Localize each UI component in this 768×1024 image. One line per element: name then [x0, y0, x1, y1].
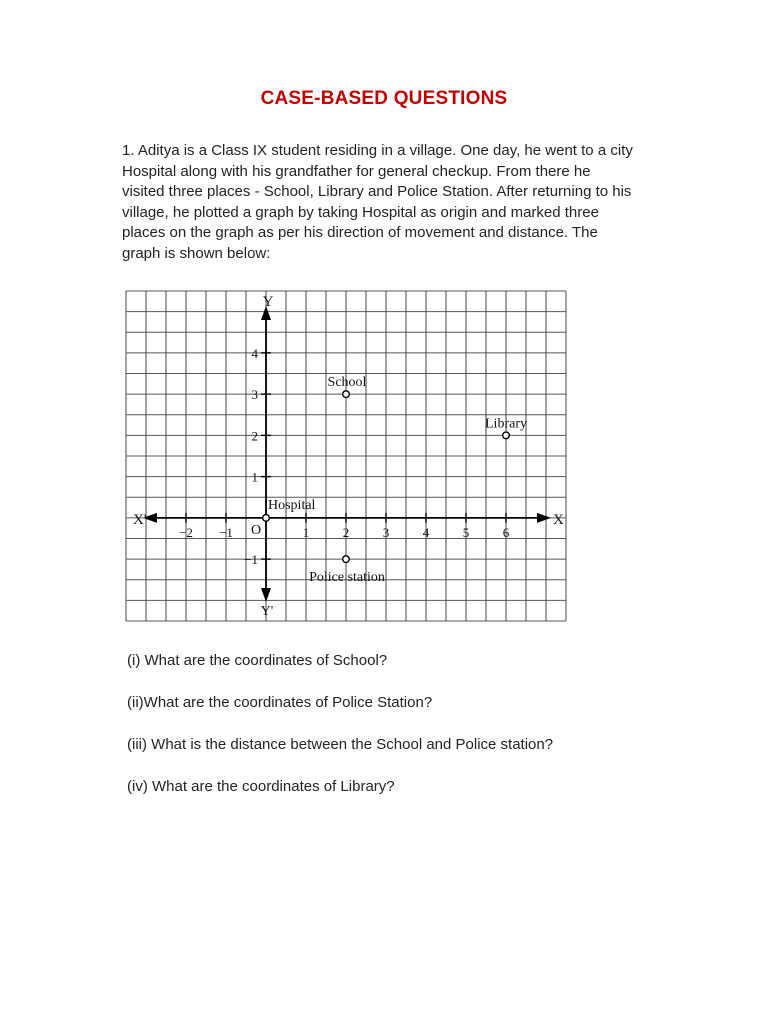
point-label: School: [327, 375, 367, 391]
x-tick-label: 5: [462, 524, 470, 540]
x-tick-label: −1: [219, 524, 233, 540]
paragraph-line: visited three places - School, Library and Police Station. After returning to his: [122, 183, 632, 200]
y-tick-label: 2: [251, 428, 258, 444]
paragraph-line: 1. Aditya is a Class IX student residing in a village. One day, he went to a city: [122, 142, 633, 159]
page-title: CASE-BASED QUESTIONS: [260, 88, 508, 109]
paragraph-line: graph is shown below:: [122, 244, 271, 262]
point-marker: [343, 391, 350, 398]
paragraph-line: places on the graph as per his direction of movement and distance. The: [122, 224, 598, 241]
y-axis-label: Y: [262, 294, 274, 310]
question-2: (ii)What are the coordinates of Police Station?: [127, 694, 433, 711]
question-1: (i) What are the coordinates of School?: [127, 652, 388, 669]
question-3: (iii) What is the distance between the School and Police station?: [127, 736, 554, 753]
origin-label: O: [250, 522, 262, 538]
point-marker: [263, 515, 270, 522]
case-paragraph: [122, 141, 662, 264]
x-tick-label: 3: [382, 524, 390, 540]
point-label: Library: [485, 416, 527, 432]
point-label: Hospital: [268, 497, 316, 513]
y-tick-label: 4: [251, 345, 258, 361]
point-marker: [343, 556, 350, 563]
y-neg-axis-label: Y': [260, 604, 274, 619]
x-tick-label: 6: [502, 524, 510, 540]
point-marker: [503, 432, 510, 439]
x-tick-label: −2: [179, 524, 193, 540]
x-tick-label: 2: [342, 524, 350, 540]
x-neg-axis-label: X': [133, 511, 147, 528]
x-tick-label: 1: [302, 524, 310, 540]
question-4: (iv) What are the coordinates of Library?: [127, 778, 395, 795]
x-axis-label: X: [553, 511, 564, 528]
point-label: Police station: [309, 570, 385, 586]
paragraph-line: Hospital along with his grandfather for general checkup. From there he: [122, 162, 591, 180]
y-tick-label: 3: [251, 387, 258, 403]
coordinate-graph: [125, 290, 567, 622]
y-tick-label: −1: [244, 552, 258, 568]
y-tick-label: 1: [251, 469, 258, 485]
paragraph-line: village, he plotted a graph by taking Hospital as origin and marked three: [122, 203, 599, 221]
x-axis-arrow: [537, 513, 551, 523]
x-tick-label: 4: [422, 524, 430, 540]
